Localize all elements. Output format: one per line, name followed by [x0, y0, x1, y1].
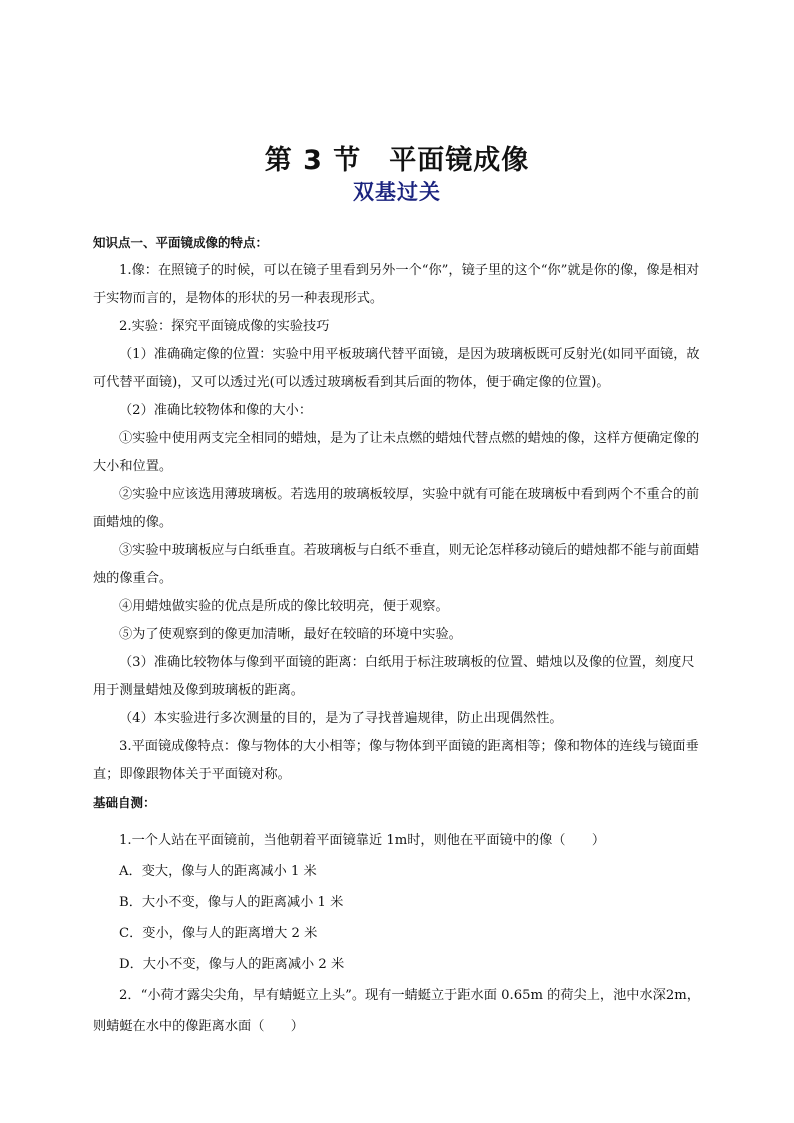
paragraph: ④用蜡烛做实验的优点是所成的像比较明亮，便于观察。: [119, 599, 449, 614]
paragraph: 3.平面镜成像特点：像与物体的大小相等；像与物体到平面镜的距离相等；像和物体的连线与镜面垂直；即像跟物体关于平面镜对称。: [93, 739, 699, 782]
paragraph: ②实验中应该选用薄玻璃板。若选用的玻璃板较厚，实验中就有可能在玻璃板中看到两个不重合的前面蜡烛的像。: [93, 487, 700, 530]
document-body: [93, 229, 703, 1042]
question-block: [93, 825, 703, 1042]
question-option: B．大小不变，像与人的距离减小 1 米: [119, 895, 344, 910]
question-option: A．变大，像与人的距离减小 1 米: [119, 864, 317, 879]
section-heading-self-test: 基础自测：: [93, 795, 156, 810]
question-option: C．变小，像与人的距离增大 2 米: [119, 926, 318, 941]
paragraph: （1）准确确定像的位置：实验中用平板玻璃代替平面镜，是因为玻璃板既可反射光(如同平面镜，故可代替平面镜)，又可以透过光(可以透过玻璃板看到其后面的物体，便于确定像的位置)。: [93, 347, 700, 390]
paragraph: ①实验中使用两支完全相同的蜡烛，是为了让未点燃的蜡烛代替点燃的蜡烛的像，这样方便确定像的大小和位置。: [93, 431, 700, 474]
paragraph: （2）准确比较物体和像的大小：: [119, 403, 313, 418]
page-subtitle: 双基过关: [353, 180, 441, 204]
paragraph: （3）准确比较物体与像到平面镜的距离：白纸用于标注玻璃板的位置、蜡烛以及像的位置，刻度尺用于测量蜡烛及像到玻璃板的距离。: [93, 655, 695, 698]
question-stem: 1.一个人站在平面镜前，当他朝着平面镜靠近 1m时，则他在平面镜中的像（ ）: [119, 833, 606, 848]
question-stem: 2．“小荷才露尖尖角，早有蜻蜓立上头”。现有一蜻蜓立于距水面 0.65m 的荷尖上，池中水深2m，则蜻蜓在水中的像距离水面（ ）: [93, 988, 700, 1034]
question-option: D．大小不变，像与人的距离减小 2 米: [119, 957, 345, 972]
paragraph: ⑤为了使观察到的像更加清晰，最好在较暗的环境中实验。: [119, 627, 462, 642]
section-heading-knowledge: 知识点一、平面镜成像的特点：: [93, 235, 269, 250]
paragraph: 2.实验：探究平面镜成像的实验技巧: [119, 319, 330, 334]
paragraph: 1.像：在照镜子的时候，可以在镜子里看到另外一个“你”，镜子里的这个“你”就是你的像，像是相对于实物而言的，是物体的形状的另一种表现形式。: [93, 263, 700, 306]
paragraph: （4）本实验进行多次测量的目的，是为了寻找普遍规律，防止出现偶然性。: [119, 711, 563, 726]
paragraph: ③实验中玻璃板应与白纸垂直。若玻璃板与白纸不垂直，则无论怎样移动镜后的蜡烛都不能与前面蜡烛的像重合。: [93, 543, 700, 586]
page-title: 第 3 节 平面镜成像: [264, 145, 530, 176]
